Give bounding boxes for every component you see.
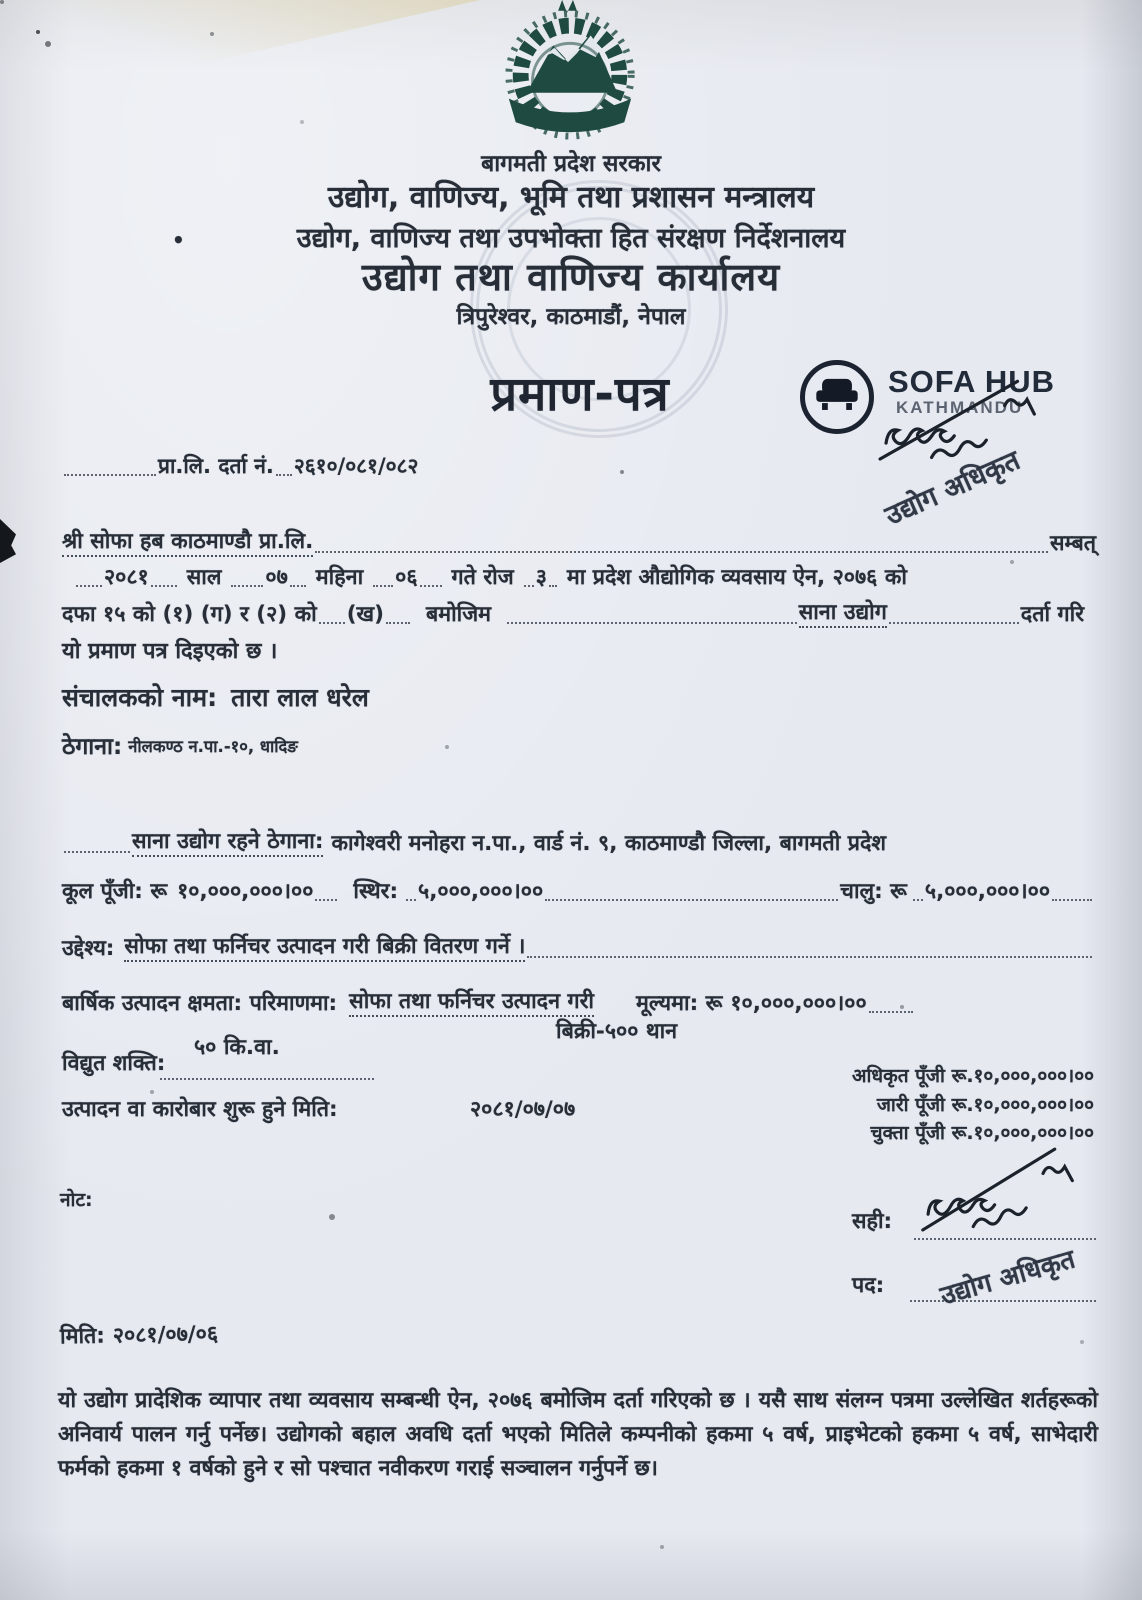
dotted-leader (889, 618, 1019, 624)
capital-line (62, 876, 1094, 905)
header-directorate: उद्योग, वाणिज्य तथा उपभोक्ता हित संरक्षण निर्देशनालय (296, 223, 846, 254)
clause-line (62, 597, 1084, 628)
dotted-leader (549, 581, 557, 587)
capital-total-label: कूल पूँजी: रू (62, 879, 168, 904)
clause-end: दर्ता गरि (1020, 602, 1084, 627)
sofa-icon (814, 375, 860, 419)
day-value: ०६ (395, 565, 418, 590)
dotted-leader (527, 952, 1092, 958)
issued-capital: जारी पूँजी रू.१०,०००,०००।०० (876, 1094, 1094, 1116)
capacity-quantity: सोफा तथा फर्निचर उत्पादन गरी (349, 986, 594, 1017)
registration-number: २६१०/०८१/०८२ (293, 454, 419, 478)
power-value: ५० कि.वा. (194, 1035, 280, 1060)
officer-title-stamp-top: उद्योग अधिकृत (880, 444, 1025, 532)
capital-working-label: चालु: रू (840, 879, 907, 904)
sign-label: सही: (852, 1209, 893, 1234)
authorized-capital: अधिकृत पूँजी रू.१०,०००,०००।०० (851, 1065, 1094, 1087)
industry-address-label: साना उद्योग रहने ठेगाना: (132, 826, 323, 857)
industry-type: साना उद्योग (799, 597, 887, 628)
certificate-title: प्रमाण-पत्र (490, 367, 670, 422)
dotted-leader (276, 470, 292, 476)
industry-address-value: कागेश्वरी मनोहरा न.पा., वार्ड नं. ९, काठमाण्डौ जिल्ला, बागमती प्रदेश (331, 831, 887, 856)
clause-subsection: (ख) (346, 602, 384, 627)
stamp-city-text: KATHMANDU (896, 398, 1024, 417)
stamp-brand-text: SOFA HUB (888, 364, 1056, 399)
dotted-leader (290, 581, 306, 587)
year-value: २०८१ (104, 565, 149, 590)
dotted-leader (231, 581, 263, 587)
scan-corner-shading (0, 0, 480, 110)
sales-line: बिक्री-५०० थान (556, 1019, 678, 1044)
capital-total-value: १०,०००,०००।०० (177, 879, 314, 904)
issue-date: २०८१/०७/०६ (112, 1321, 219, 1349)
dotted-leader (406, 895, 416, 901)
address-line (62, 729, 298, 761)
year-label: साल (186, 565, 222, 590)
dotted-leader (315, 895, 337, 901)
industry-address-line (62, 826, 886, 857)
header-government: बागमती प्रदेश सरकार (481, 151, 661, 177)
address-value: नीलकण्ठ न.पा.-१०, धादिङ (128, 737, 298, 756)
header-ministry: उद्योग, वाणिज्य, भूमि तथा प्रशासन मन्त्रालय (327, 180, 815, 215)
objective-line (62, 931, 1094, 962)
start-date: २०८१/०७/०७ (470, 1097, 576, 1122)
dotted-leader (64, 847, 130, 853)
month-value: ०७ (265, 565, 288, 590)
dotted-leader (913, 895, 923, 901)
dotted-leader (545, 895, 838, 901)
capital-fixed-value: ५,०००,०००।०० (418, 879, 544, 904)
objective-label: उद्देश्य: (62, 936, 115, 961)
day-label: गते रोज (451, 565, 514, 590)
company-line (62, 526, 1096, 557)
capacity-value: १०,०००,०००।०० (730, 991, 867, 1016)
scan-speckles (0, 0, 4, 4)
registration-label: प्रा.लि. दर्ता नं. (158, 454, 274, 478)
operator-label: संचालकको नाम: (62, 683, 218, 712)
capacity-label: बार्षिक उत्पादन क्षमता: परिमाणमा: (62, 991, 338, 1016)
registration-line (62, 452, 418, 480)
date-line (74, 562, 907, 591)
post-label: पद: (852, 1273, 885, 1298)
issue-date-line (60, 1319, 218, 1351)
weekday-value: ३ (535, 565, 547, 590)
capital-fixed-label: स्थिर: (353, 879, 399, 904)
dotted-leader (160, 1074, 374, 1080)
address-label: ठेगाना: (62, 734, 123, 760)
bullet-mark: • (172, 228, 185, 252)
note-label: नोट: (60, 1189, 93, 1211)
samvat-label: सम्बत् (1049, 531, 1096, 556)
dotted-leader (319, 618, 345, 624)
company-name: श्री सोफा हब काठमाण्डौ प्रा.लि. (62, 526, 313, 557)
paidup-capital: चुक्ता पूँजी रू.१०,०००,०००।०० (870, 1122, 1094, 1144)
clause-mid: बमोजिम (425, 602, 492, 627)
capacity-line (62, 986, 1094, 1017)
dotted-leader (1052, 895, 1092, 901)
dotted-leader (386, 618, 410, 624)
start-label: उत्पादन वा कारोबार शुरू हुने मिति: (62, 1097, 338, 1122)
dotted-leader (507, 618, 797, 624)
bagmati-province-emblem-icon (442, 0, 698, 144)
dotted-leader (76, 581, 102, 587)
dotted-leader (869, 1007, 913, 1013)
objective-value: सोफा तथा फर्निचर उत्पादन गरी बिक्री वितरण गर्ने । (124, 931, 525, 962)
dotted-leader (373, 581, 393, 587)
dotted-leader (910, 1296, 1096, 1302)
dotted-leader (315, 547, 1048, 553)
dotted-leader (151, 581, 177, 587)
capacity-value-label: मूल्यमा: रू (635, 991, 723, 1016)
clause-prefix: दफा १५ को (१) (ग) र (२) को (62, 602, 317, 627)
dotted-leader (64, 470, 156, 476)
capital-working-value: ५,०००,०००।०० (924, 879, 1050, 904)
month-label: महिना (315, 565, 364, 590)
power-label: विद्युत शक्ति: (62, 1051, 166, 1076)
header-office: उद्योग तथा वाणिज्य कार्यालय (361, 255, 781, 299)
act-text: मा प्रदेश औद्योगिक व्यवसाय ऐन, २०७६ को (566, 565, 907, 590)
dotted-leader (420, 581, 442, 587)
dotted-leader (524, 581, 534, 587)
header-location: त्रिपुरेश्वर, काठमाडौं, नेपाल (456, 304, 686, 330)
operator-line (62, 680, 369, 714)
operator-name: तारा लाल धरेल (231, 683, 369, 712)
date-label: मिति: (59, 1323, 106, 1350)
granted-line: यो प्रमाण पत्र दिइएको छ । (62, 639, 278, 664)
officer-title-stamp-bottom: उद्योग अधिकृत (937, 1244, 1079, 1312)
scan-edge-mark (0, 519, 16, 563)
terms-paragraph: यो उद्योग प्रादेशिक व्यापार तथा व्यवसाय सम्बन्धी ऐन, २०७६ बमोजिम दर्ता गरिएको छ । यसै साथ संलग्न पत्रमा उल्लेखित शर्तहरूको अनिवार्य पालन गर्नु पर्नेछ। उद्योगको बहाल अवधि दर्ता भएको मितिले कम्पनीको हकमा ५ वर्ष, प्राइभेटको हकमा ५ वर्ष, साभेदारी फर्मको हकमा १ वर्षको हुने र सो पश्चात नवीकरण गराई सञ्चालन गर्नुपर्ने छ। (58, 1388, 1098, 1481)
